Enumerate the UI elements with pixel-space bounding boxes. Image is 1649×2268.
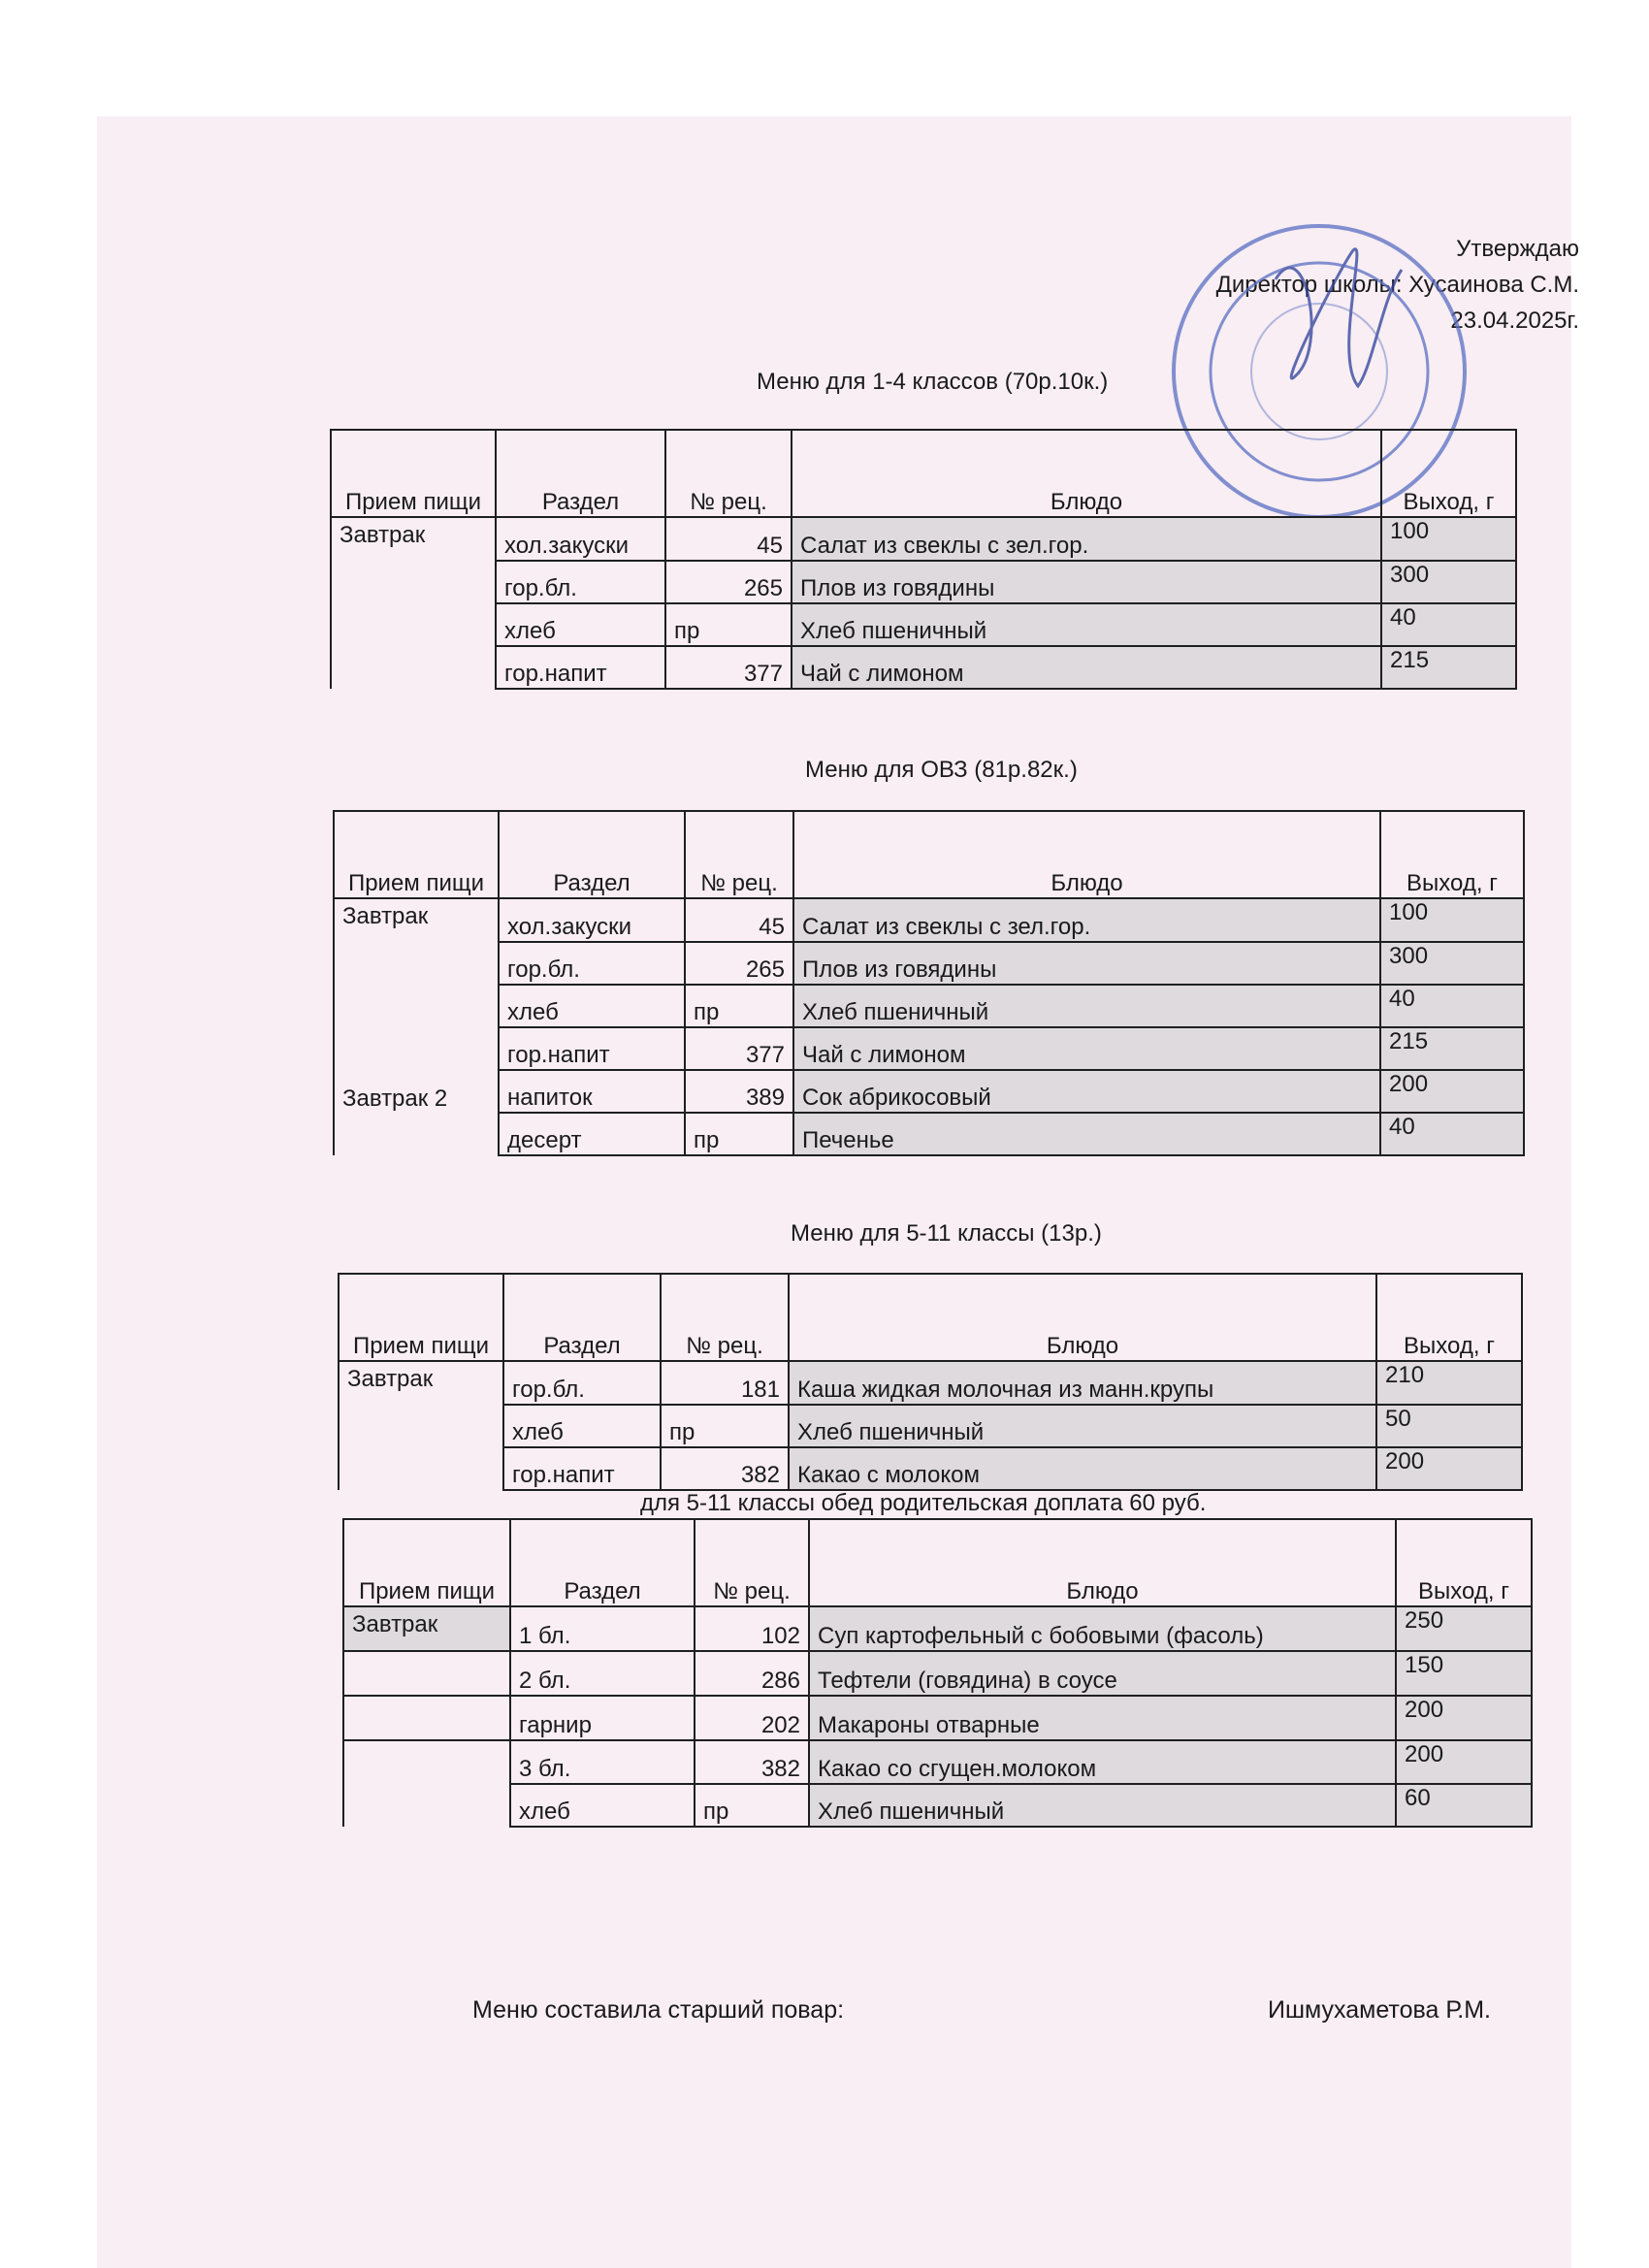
meal-cell: Завтрак	[334, 898, 499, 942]
dish-cell: Печенье	[793, 1113, 1380, 1155]
output-cell: 200	[1380, 1070, 1524, 1113]
header-section: Раздел	[503, 1274, 661, 1361]
section-cell: гор.напит	[499, 1027, 685, 1070]
recipe-cell: 382	[695, 1740, 809, 1784]
recipe-cell: пр	[695, 1784, 809, 1827]
header-recipe: № рец.	[661, 1274, 789, 1361]
header-output: Выход, г	[1381, 430, 1516, 517]
section-cell: хлеб	[499, 985, 685, 1027]
table-2-title: Меню для ОВЗ (81р.82к.)	[805, 757, 1078, 783]
dish-cell: Хлеб пшеничный	[792, 603, 1381, 646]
meal-cell	[331, 646, 496, 689]
output-cell: 100	[1381, 517, 1516, 561]
output-cell: 300	[1380, 942, 1524, 985]
table-1-title: Меню для 1-4 классов (70р.10к.)	[757, 369, 1109, 395]
table-row	[334, 942, 1524, 985]
table-row	[331, 517, 1516, 561]
output-cell: 50	[1376, 1405, 1522, 1447]
section-cell: гарнир	[510, 1696, 695, 1740]
section-cell: 2 бл.	[510, 1651, 695, 1696]
section-cell: 3 бл.	[510, 1740, 695, 1784]
table-row	[334, 1070, 1524, 1113]
output-cell: 215	[1380, 1027, 1524, 1070]
recipe-cell: пр	[685, 1113, 793, 1155]
output-cell: 40	[1381, 603, 1516, 646]
header-output: Выход, г	[1380, 811, 1524, 898]
header-recipe: № рец.	[695, 1519, 809, 1606]
dish-cell: Чай с лимоном	[792, 646, 1381, 689]
table-row	[343, 1651, 1532, 1696]
dish-cell: Какао с молоком	[789, 1447, 1376, 1490]
header-meal: Прием пищи	[339, 1274, 503, 1361]
header-dish: Блюдо	[809, 1519, 1396, 1606]
section-cell: хлеб	[503, 1405, 661, 1447]
meal-cell	[334, 985, 499, 1027]
header-dish: Блюдо	[792, 430, 1381, 517]
section-cell: 1 бл.	[510, 1606, 695, 1651]
section-cell: хол.закуски	[499, 898, 685, 942]
menu-table-1	[330, 429, 1517, 690]
meal-cell: Завтрак	[331, 517, 496, 561]
output-cell: 210	[1376, 1361, 1522, 1405]
recipe-cell: 45	[685, 898, 793, 942]
dish-cell: Тефтели (говядина) в соусе	[809, 1651, 1396, 1696]
dish-cell: Макароны отварные	[809, 1696, 1396, 1740]
menu-table-2	[333, 810, 1525, 1156]
output-cell: 215	[1381, 646, 1516, 689]
output-cell: 300	[1381, 561, 1516, 603]
table-row	[331, 603, 1516, 646]
recipe-cell: 265	[665, 561, 792, 603]
table-row	[339, 1361, 1522, 1405]
output-cell: 250	[1396, 1606, 1532, 1651]
menu-table-3	[338, 1273, 1523, 1491]
output-cell: 200	[1376, 1447, 1522, 1490]
table-header-row	[343, 1519, 1532, 1606]
recipe-cell: 202	[695, 1696, 809, 1740]
recipe-cell: 377	[685, 1027, 793, 1070]
header-dish: Блюдо	[793, 811, 1380, 898]
meal-cell	[343, 1651, 510, 1696]
recipe-cell: 102	[695, 1606, 809, 1651]
approval-heading: Утверждаю	[1456, 236, 1579, 262]
dish-cell: Плов из говядины	[792, 561, 1381, 603]
table-row	[334, 1113, 1524, 1155]
section-cell: гор.бл.	[503, 1361, 661, 1405]
header-output: Выход, г	[1396, 1519, 1532, 1606]
signature-line	[472, 1996, 1491, 2025]
table-header-row	[334, 811, 1524, 898]
recipe-cell: пр	[685, 985, 793, 1027]
dish-cell: Каша жидкая молочная из манн.крупы	[789, 1361, 1376, 1405]
meal-cell	[343, 1784, 510, 1827]
header-output: Выход, г	[1376, 1274, 1522, 1361]
table-row	[343, 1784, 1532, 1827]
dish-cell: Сок абрикосовый	[793, 1070, 1380, 1113]
header-section: Раздел	[499, 811, 685, 898]
meal-cell	[334, 942, 499, 985]
output-cell: 60	[1396, 1784, 1532, 1827]
menu-table-4	[342, 1518, 1533, 1828]
dish-cell: Плов из говядины	[793, 942, 1380, 985]
table-row	[343, 1740, 1532, 1784]
table-row	[331, 646, 1516, 689]
recipe-cell: 377	[665, 646, 792, 689]
recipe-cell: 265	[685, 942, 793, 985]
meal-cell	[339, 1447, 503, 1490]
header-meal: Прием пищи	[331, 430, 496, 517]
header-section: Раздел	[496, 430, 665, 517]
meal-cell	[339, 1405, 503, 1447]
recipe-cell: 286	[695, 1651, 809, 1696]
table-row	[334, 898, 1524, 942]
output-cell: 200	[1396, 1696, 1532, 1740]
meal-cell	[331, 561, 496, 603]
table-3-title: Меню для 5-11 классы (13р.)	[791, 1220, 1102, 1247]
table-header-row	[331, 430, 1516, 517]
output-cell: 200	[1396, 1740, 1532, 1784]
section-cell: хлеб	[496, 603, 665, 646]
recipe-cell: 181	[661, 1361, 789, 1405]
meal-cell	[343, 1696, 510, 1740]
dish-cell: Чай с лимоном	[793, 1027, 1380, 1070]
header-recipe: № рец.	[685, 811, 793, 898]
output-cell: 40	[1380, 985, 1524, 1027]
section-cell: напиток	[499, 1070, 685, 1113]
header-section: Раздел	[510, 1519, 695, 1606]
section-cell: хол.закуски	[496, 517, 665, 561]
table-row	[334, 1027, 1524, 1070]
meal-cell	[334, 1027, 499, 1070]
meal-cell: Завтрак	[339, 1361, 503, 1405]
recipe-cell: 45	[665, 517, 792, 561]
header-meal: Прием пищи	[343, 1519, 510, 1606]
dish-cell: Какао со сгущен.молоком	[809, 1740, 1396, 1784]
table-row	[334, 985, 1524, 1027]
signature-name: Ишмухаметова Р.М.	[1268, 1996, 1491, 2024]
section-cell: гор.бл.	[496, 561, 665, 603]
header-meal: Прием пищи	[334, 811, 499, 898]
approval-date: 23.04.2025г.	[1450, 308, 1579, 334]
output-cell: 40	[1380, 1113, 1524, 1155]
meal-cell: Завтрак	[343, 1606, 510, 1651]
output-cell: 150	[1396, 1651, 1532, 1696]
section-cell: хлеб	[510, 1784, 695, 1827]
dish-cell: Хлеб пшеничный	[789, 1405, 1376, 1447]
table-row	[343, 1696, 1532, 1740]
table-row	[331, 561, 1516, 603]
section-cell: гор.напит	[503, 1447, 661, 1490]
recipe-cell: пр	[665, 603, 792, 646]
table-row	[339, 1405, 1522, 1447]
recipe-cell: 382	[661, 1447, 789, 1490]
meal-cell	[334, 1113, 499, 1155]
recipe-cell: 389	[685, 1070, 793, 1113]
table-header-row	[339, 1274, 1522, 1361]
output-cell: 100	[1380, 898, 1524, 942]
section-cell: десерт	[499, 1113, 685, 1155]
section-cell: гор.бл.	[499, 942, 685, 985]
dish-cell: Хлеб пшеничный	[793, 985, 1380, 1027]
director-name: Хусаинова С.М.	[1408, 272, 1579, 298]
dish-cell: Суп картофельный с бобовыми (фасоль)	[809, 1606, 1396, 1651]
section-cell: гор.напит	[496, 646, 665, 689]
signature-label: Меню составила старший повар:	[472, 1996, 845, 2024]
header-recipe: № рец.	[665, 430, 792, 517]
header-dish: Блюдо	[789, 1274, 1376, 1361]
table-row	[339, 1447, 1522, 1490]
dish-cell: Хлеб пшеничный	[809, 1784, 1396, 1827]
meal-cell	[331, 603, 496, 646]
meal-cell	[343, 1740, 510, 1784]
director-label: Директор школы:	[1215, 272, 1403, 298]
dish-cell: Салат из свеклы с зел.гор.	[793, 898, 1380, 942]
table-row	[343, 1606, 1532, 1651]
meal-cell: Завтрак 2	[334, 1070, 499, 1113]
table-4-title: для 5-11 классы обед родительская доплата 60 руб.	[640, 1490, 1207, 1516]
recipe-cell: пр	[661, 1405, 789, 1447]
dish-cell: Салат из свеклы с зел.гор.	[792, 517, 1381, 561]
